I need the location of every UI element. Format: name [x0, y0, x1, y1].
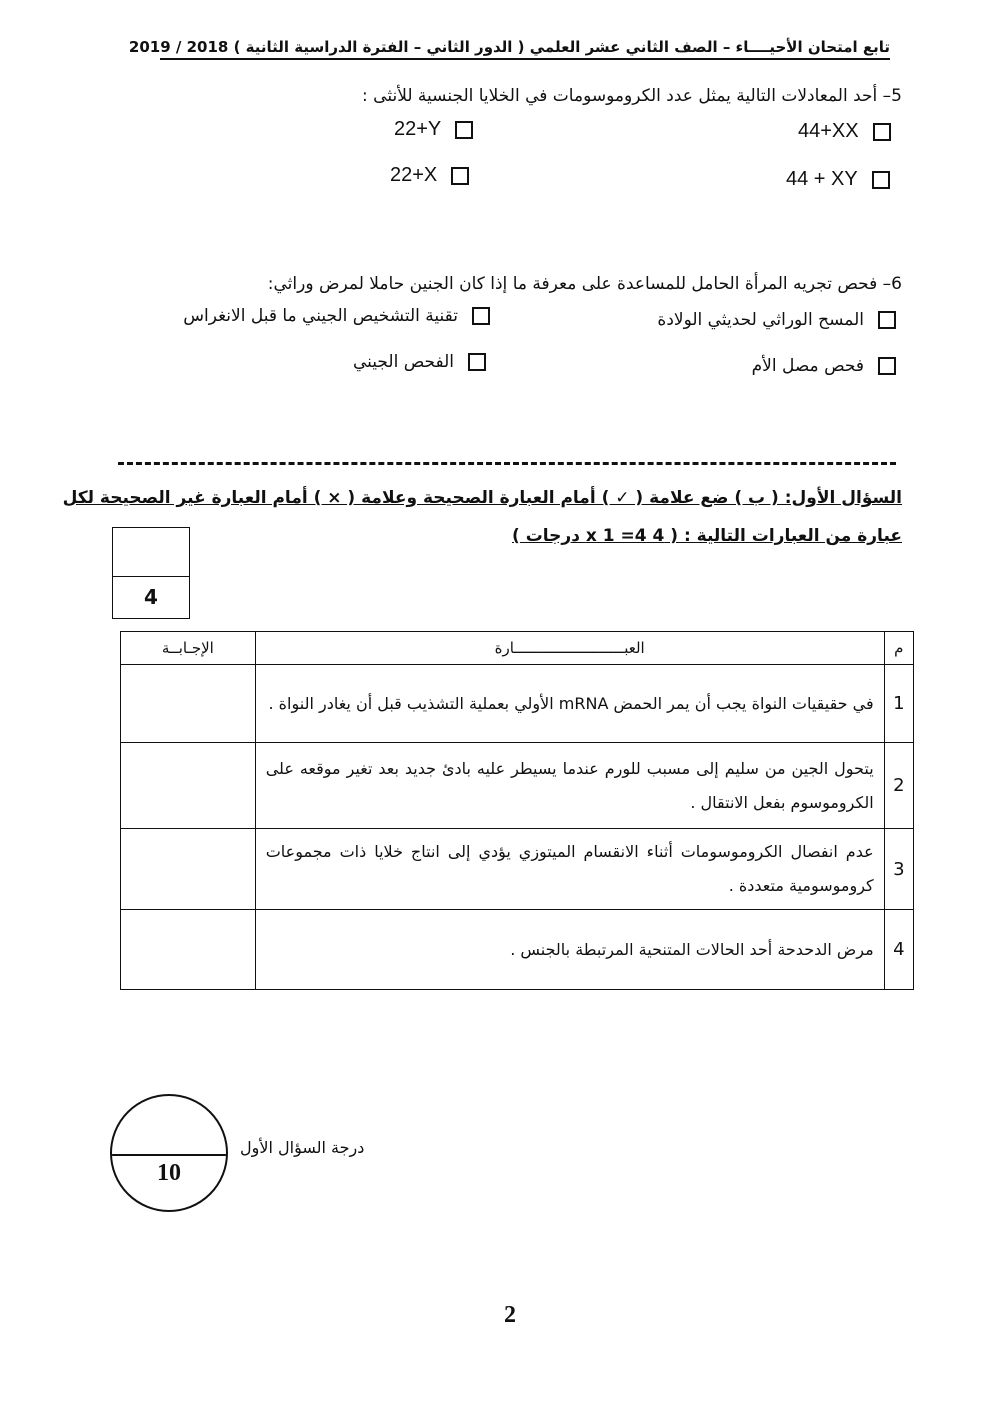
checkbox[interactable] [878, 357, 896, 375]
question-6-text: 6– فحص تجريه المرأة الحامل للمساعدة على معرفة ما إذا كان الجنين حاملا لمرض وراثي: [267, 274, 902, 294]
checkbox[interactable] [872, 171, 890, 189]
row-statement: يتحول الجين من سليم إلى مسبب للورم عندما يسيطر عليه بادئ جديد بعد تغير موقعه على الكروموسوم بفعل الانتقال . [255, 743, 884, 829]
header-statement: العبـــــــــــــــــــــــــارة [255, 632, 884, 665]
checkbox[interactable] [468, 353, 486, 371]
section-max-score: 4 [144, 585, 158, 609]
row-number: 3 [884, 829, 913, 910]
q5-option-c-label: 44 + XY [786, 168, 858, 190]
row-number: 1 [884, 665, 913, 743]
q5-option-c[interactable] [786, 168, 890, 191]
answer-cell[interactable] [121, 910, 256, 990]
question-5-text: 5– أحد المعادلات التالية يمثل عدد الكروموسومات في الخلايا الجنسية للأنثى : [362, 86, 902, 106]
q6-option-a[interactable] [657, 310, 896, 330]
total-score-circle [110, 1094, 228, 1212]
q6-option-a-label: المسح الوراثي لحديثي الولادة [657, 310, 864, 330]
row-statement: عدم انفصال الكروموسومات أثناء الانقسام الميتوزي يؤدي إلى انتاج خلايا ذات مجموعات كروموسومية متعددة . [255, 829, 884, 910]
circle-divider [112, 1154, 226, 1156]
q5-option-d[interactable] [390, 164, 469, 187]
table-row [121, 829, 914, 910]
table-row [121, 743, 914, 829]
answer-cell[interactable] [121, 665, 256, 743]
section-score-box [112, 527, 190, 619]
row-number: 2 [884, 743, 913, 829]
section-divider [118, 462, 896, 465]
q5-option-a[interactable] [798, 120, 891, 143]
answer-cell[interactable] [121, 743, 256, 829]
score-blank[interactable] [113, 528, 189, 577]
table-row [121, 665, 914, 743]
checkbox[interactable] [878, 311, 896, 329]
q6-option-b-label: تقنية التشخيص الجيني ما قبل الانغراس [183, 306, 458, 326]
page-number: 2 [504, 1302, 516, 1328]
q6-option-c-label: فحص مصل الأم [751, 356, 864, 376]
total-max-score: 10 [157, 1160, 181, 1186]
row-statement: مرض الدحدحة أحد الحالات المتنحية المرتبطة بالجنس . [255, 910, 884, 990]
answer-cell[interactable] [121, 829, 256, 910]
section-b-instruction-line1: السؤال الأول: ( ب ) ضع علامة ( ✓ ) أمام العبارة الصحيحة وعلامة ( × ) أمام العبارة غير الصحيحة لكل [62, 488, 902, 508]
page-header: تابع امتحان الأحيــــاء – الصف الثاني عشر العلمي ( الدور الثاني – الفترة الدراسية الثانية ) 2018 / 2019 [160, 38, 890, 60]
row-number: 4 [884, 910, 913, 990]
table-header-row [121, 632, 914, 665]
q6-option-c[interactable] [752, 356, 896, 376]
q5-option-d-label: 22+X [390, 164, 438, 186]
q5-option-b-label: 22+Y [394, 118, 442, 140]
q6-option-d[interactable] [353, 352, 486, 372]
row-statement: في حقيقيات النواة يجب أن يمر الحمض mRNA الأولي بعملية التشذيب قبل أن يغادر النواة . [255, 665, 884, 743]
section-b-instruction-line2: عبارة من العبارات التالية : ( 4 x 1 =4 درجات ) [512, 526, 902, 546]
total-score-label: درجة السؤال الأول [240, 1138, 365, 1157]
table-row [121, 910, 914, 990]
header-answer: الإجـابــة [121, 632, 256, 665]
q6-option-d-label: الفحص الجيني [352, 352, 454, 372]
header-num: م [884, 632, 913, 665]
checkbox[interactable] [472, 307, 490, 325]
q6-option-b[interactable] [183, 306, 490, 326]
statements-table [120, 631, 914, 990]
checkbox[interactable] [873, 123, 891, 141]
q5-option-a-label: 44+XX [798, 120, 859, 142]
checkbox[interactable] [455, 121, 473, 139]
checkbox[interactable] [451, 167, 469, 185]
q5-option-b[interactable] [394, 118, 473, 141]
